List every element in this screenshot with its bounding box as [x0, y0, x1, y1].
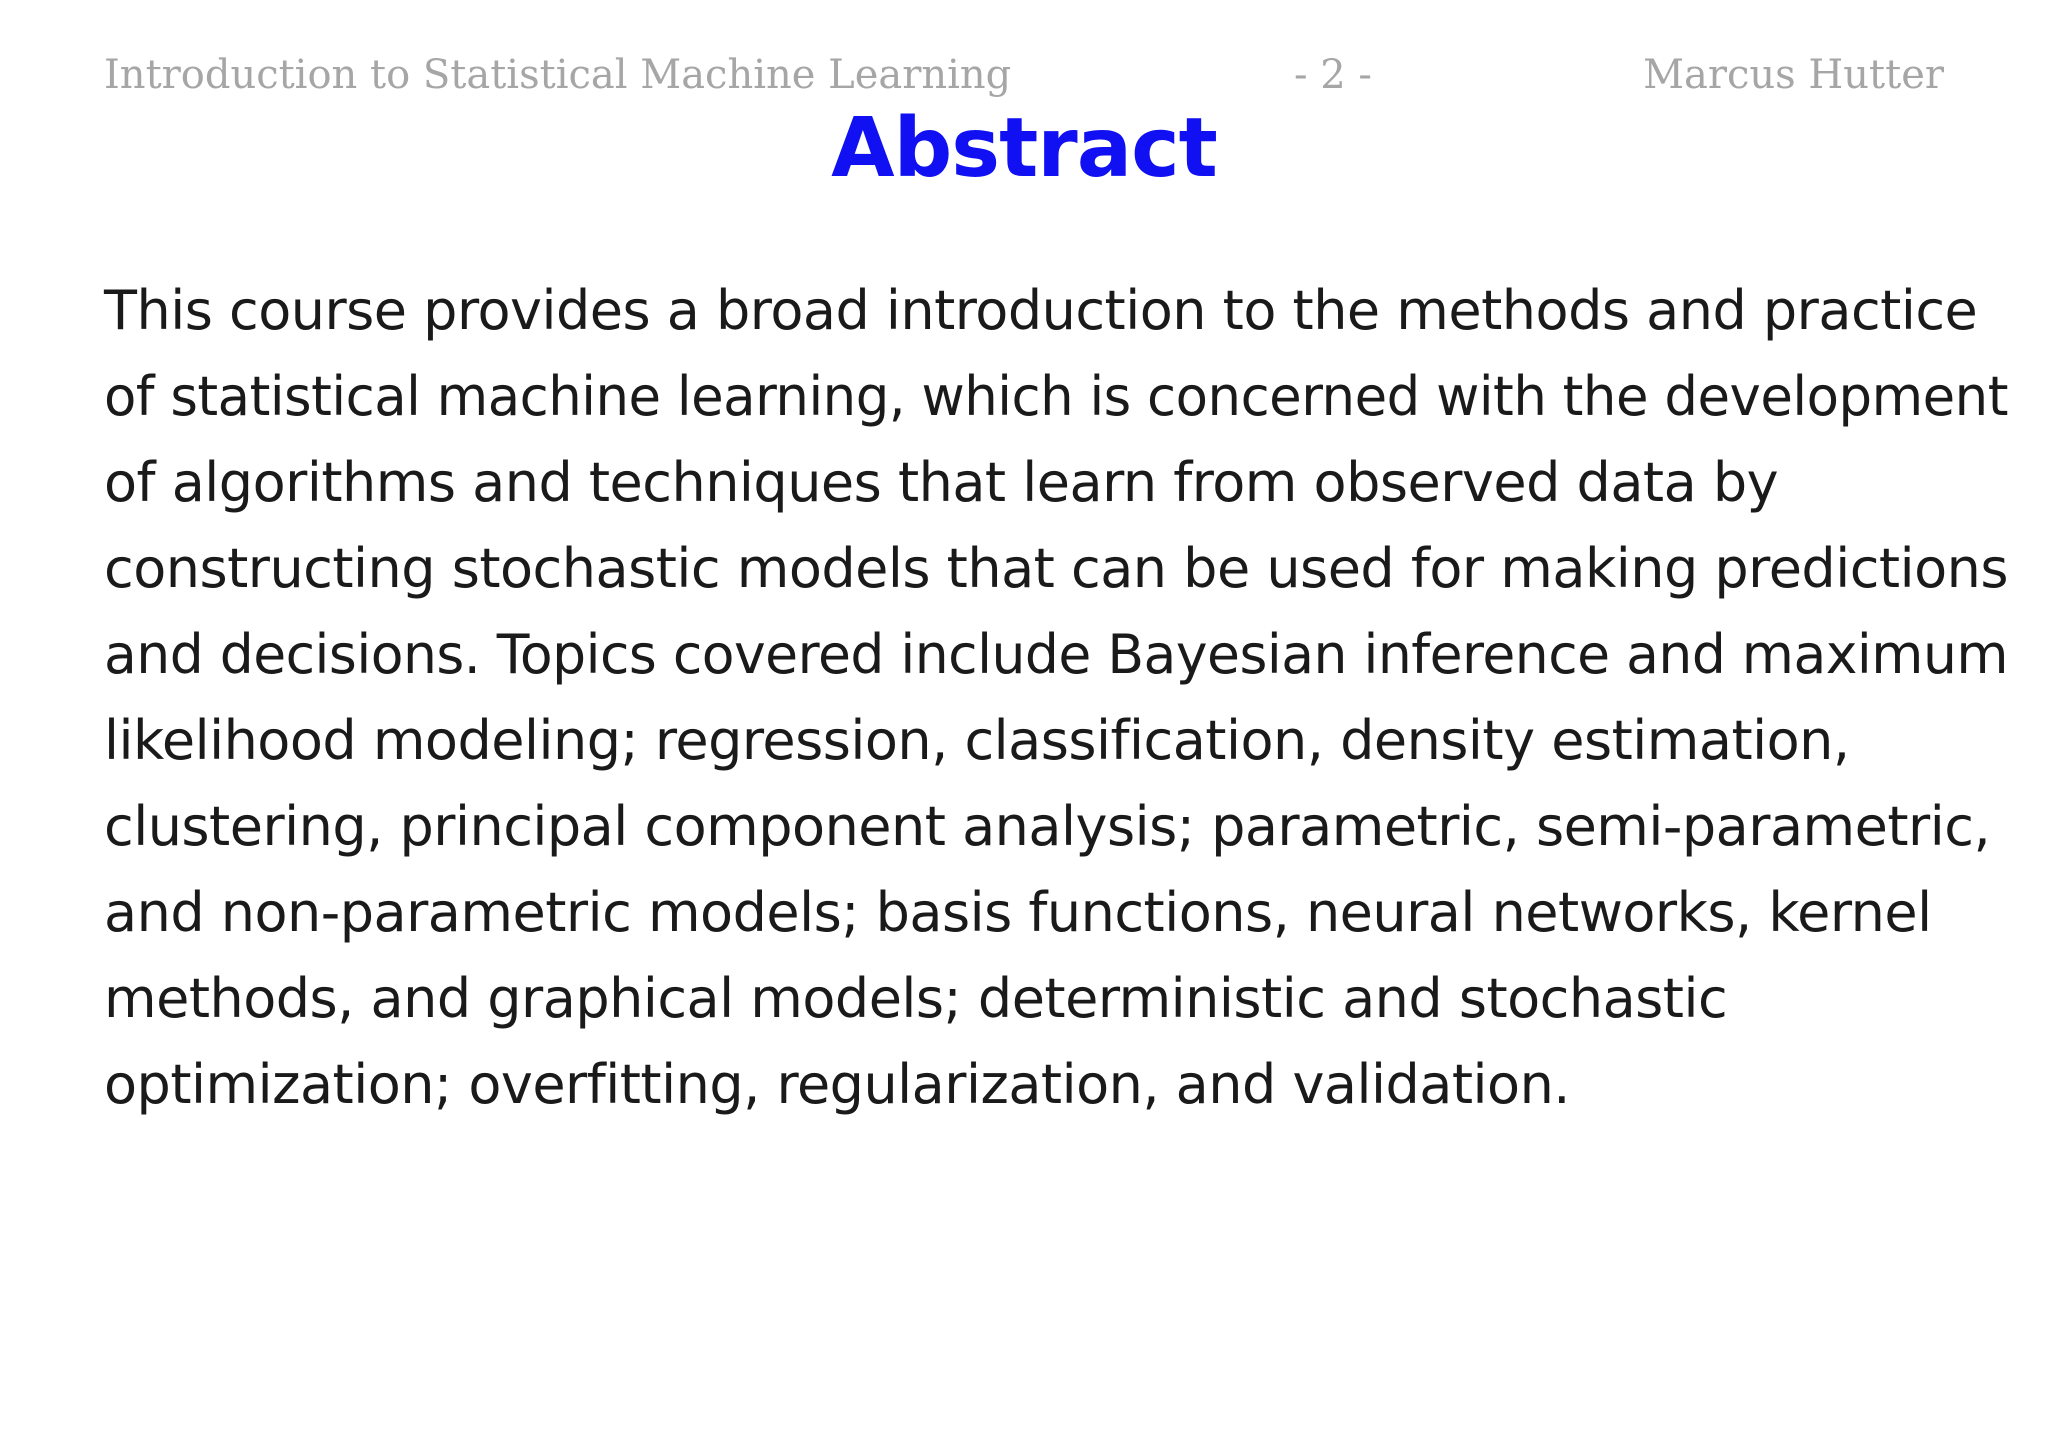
- abstract-line: constructing stochastic models that can be used for making predictions: [104, 537, 2008, 600]
- abstract-line: of algorithms and techniques that learn from observed data by: [104, 451, 1779, 514]
- abstract-text: [104, 268, 2009, 1128]
- abstract-line: and non-parametric models; basis functions, neural networks, kernel: [104, 881, 1932, 944]
- abstract-line: methods, and graphical models; deterministic and stochastic: [104, 967, 1728, 1030]
- slide-header: [104, 52, 1944, 102]
- slide-title: Abstract: [831, 101, 1217, 196]
- abstract-line: likelihood modeling; regression, classification, density estimation,: [104, 709, 1850, 772]
- abstract-line: clustering, principal component analysis; parametric, semi-parametric,: [104, 795, 1991, 858]
- course-title: Introduction to Statistical Machine Learning: [104, 52, 1012, 98]
- abstract-line: optimization; overfitting, regularization, and validation.: [104, 1053, 1570, 1116]
- abstract-line: and decisions. Topics covered include Bayesian inference and maximum: [104, 623, 2009, 686]
- abstract-line: This course provides a broad introduction to the methods and practice: [104, 279, 1978, 342]
- abstract-line: of statistical machine learning, which is concerned with the development: [104, 365, 2008, 428]
- page-number: - 2 -: [1294, 52, 1372, 98]
- author-name: Marcus Hutter: [1643, 52, 1944, 98]
